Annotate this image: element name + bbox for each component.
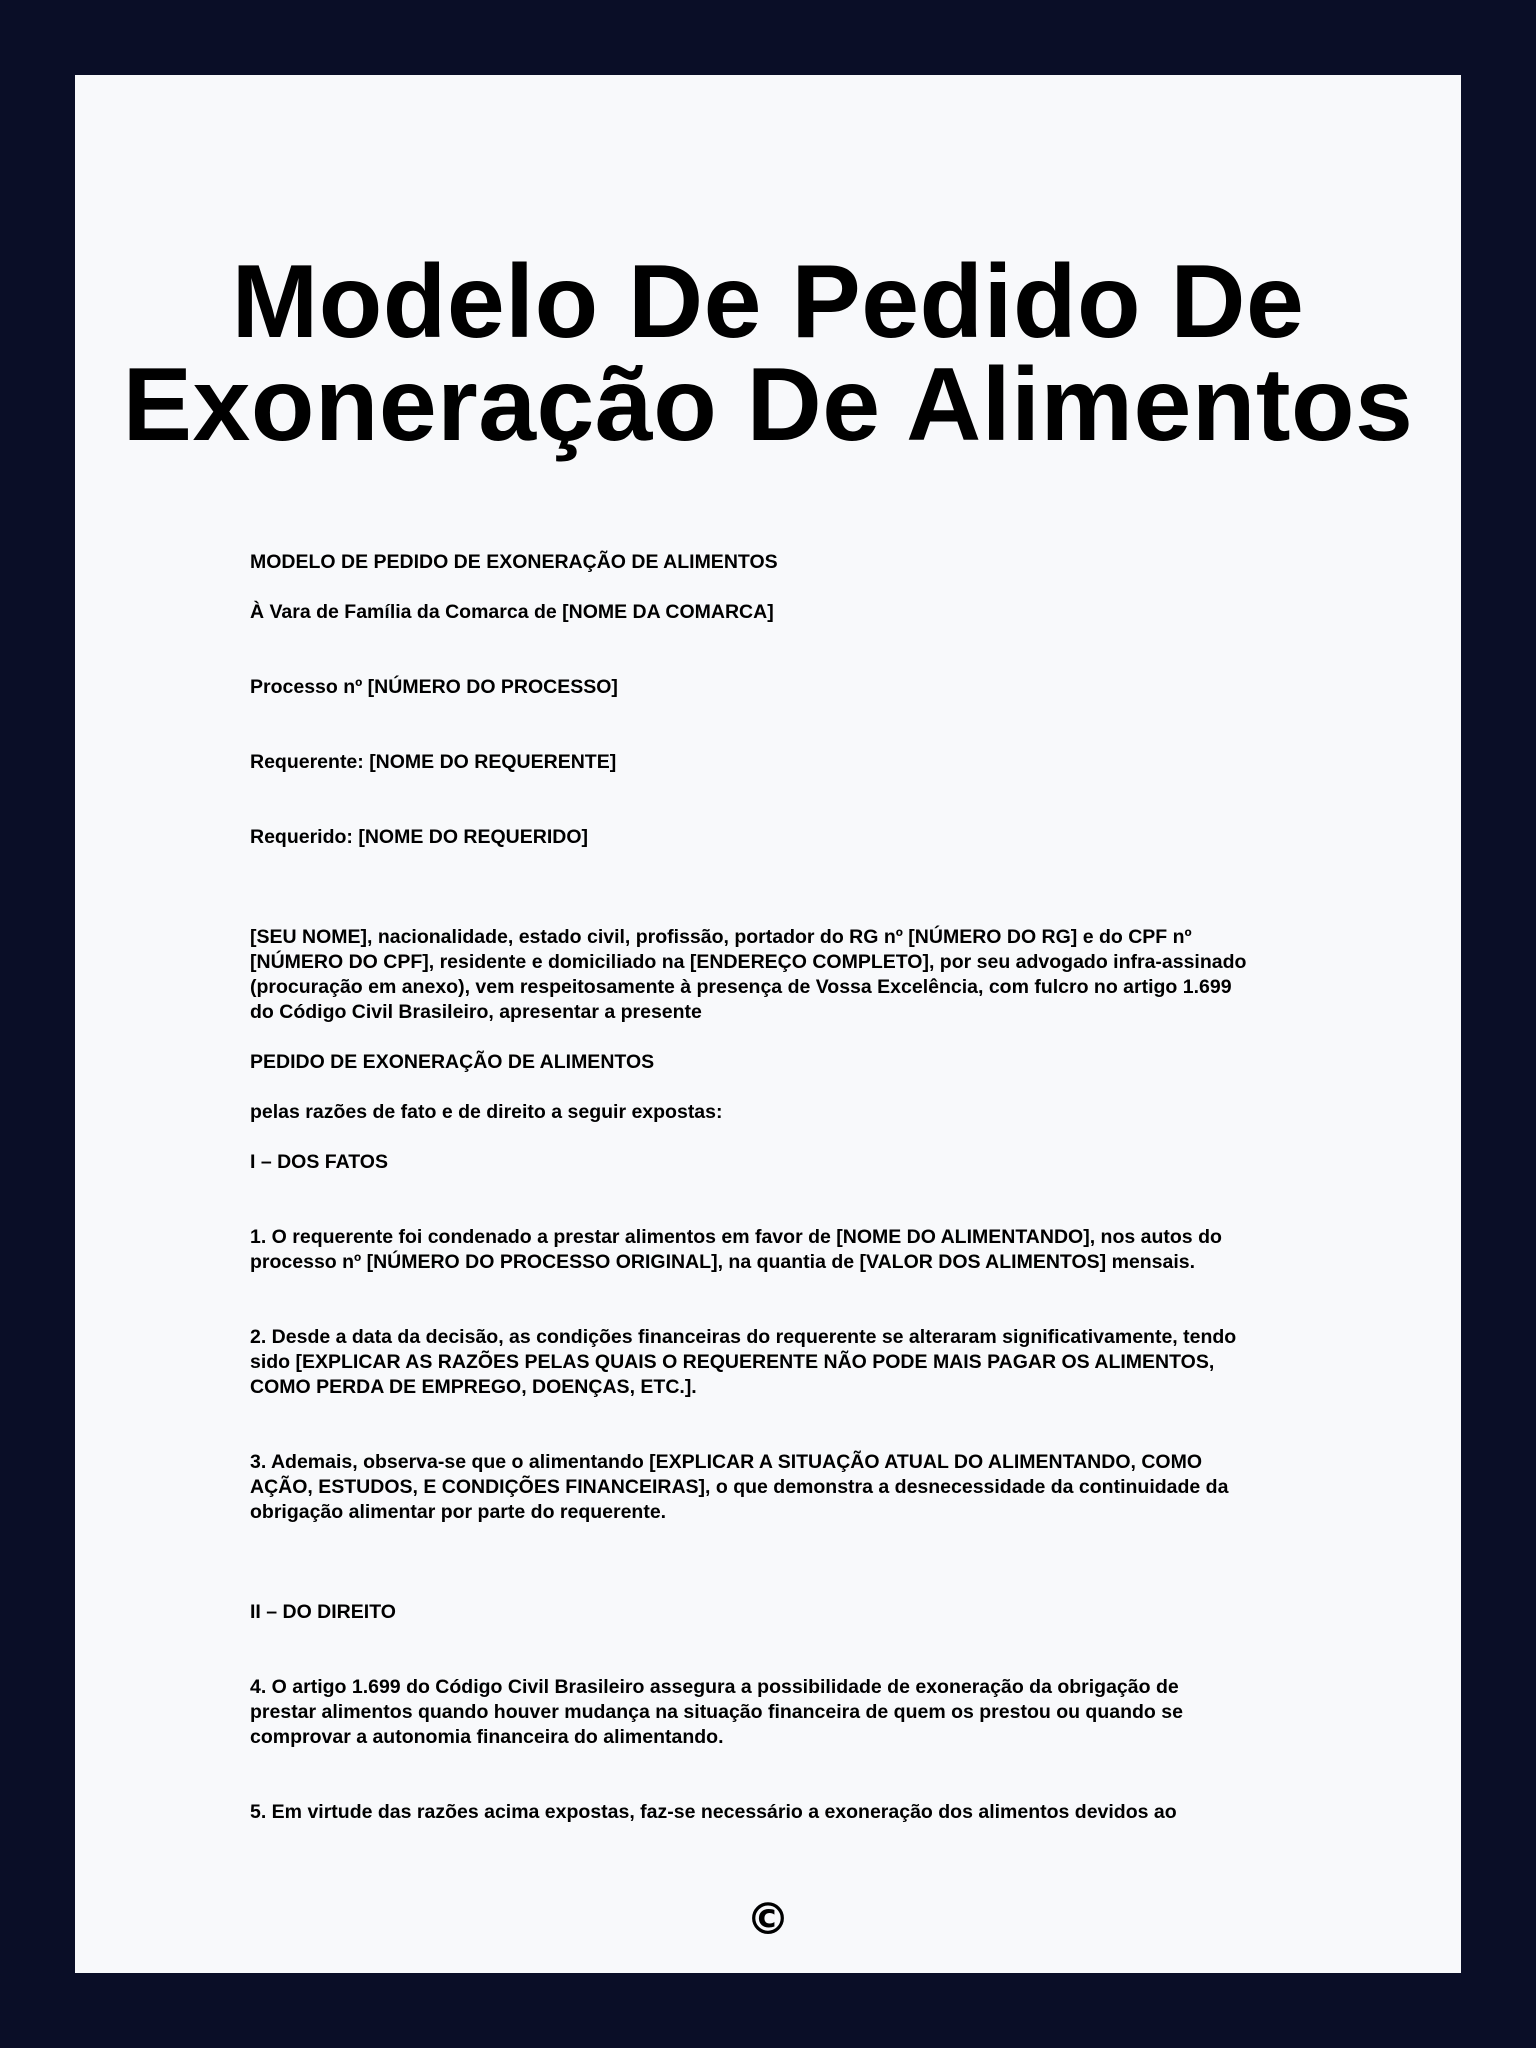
- document-page: [75, 75, 1461, 1973]
- law-item-4: 4. O artigo 1.699 do Código Civil Brasileiro assegura a possibilidade de exoneração da obrigação de prestar alimentos quando houver mudança na situação financeira de quem os prestou ou quando se comprovar a autonomia financeira do alimentando.: [250, 1676, 1183, 1748]
- document-body: [250, 550, 1370, 1825]
- process-number: Processo nº [NÚMERO DO PROCESSO]: [250, 676, 618, 698]
- title-line-2: Exoneração De Alimentos: [122, 347, 1414, 463]
- law-item-5: 5. Em virtude das razões acima expostas, faz-se necessário a exoneração dos alimentos devidos ao: [250, 1801, 1177, 1823]
- copyright-icon: ©: [746, 1894, 790, 1945]
- requerente: Requerente: [NOME DO REQUERENTE]: [250, 751, 617, 773]
- document-title: [75, 244, 1461, 463]
- reasons-intro: pelas razões de fato e de direito a seguir expostas:: [250, 1101, 723, 1123]
- fact-item-1: 1. O requerente foi condenado a prestar alimentos em favor de [NOME DO ALIMENTANDO], nos autos do processo nº [NÚMERO DO PROCESSO ORIGINAL], na quantia de [VALOR DOS ALIMENTOS] mensais.: [250, 1226, 1222, 1273]
- requerido: Requerido: [NOME DO REQUERIDO]: [250, 826, 589, 848]
- qualification-paragraph: [SEU NOME], nacionalidade, estado civil, profissão, portador do RG nº [NÚMERO DO RG] e do CPF nº [NÚMERO DO CPF], residente e domiciliado na [ENDEREÇO COMPLETO], por seu advogado infra-assinado (procuração em anexo), vem respeitosamente à presença de Vossa Excelência, com fulcro no artigo 1.699 do Código Civil Brasileiro, apresentar a presente: [250, 926, 1247, 1023]
- heading-model: MODELO DE PEDIDO DE EXONERAÇÃO DE ALIMENTOS: [250, 551, 778, 573]
- title-line-1: Modelo De Pedido De: [231, 244, 1305, 360]
- addressee: À Vara de Família da Comarca de [NOME DA COMARCA]: [250, 601, 774, 623]
- section-facts-heading: I – DOS FATOS: [250, 1151, 388, 1173]
- request-heading: PEDIDO DE EXONERAÇÃO DE ALIMENTOS: [250, 1051, 655, 1073]
- fact-item-2: 2. Desde a data da decisão, as condições financeiras do requerente se alteraram significativamente, tendo sido [EXPLICAR AS RAZÕES PELAS QUAIS O REQUERENTE NÃO PODE MAIS PAGAR OS ALIMENTOS, COMO PERDA DE EMPREGO, DOENÇAS, ETC.].: [250, 1326, 1237, 1398]
- section-law-heading: II – DO DIREITO: [250, 1601, 396, 1623]
- fact-item-3: 3. Ademais, observa-se que o alimentando [EXPLICAR A SITUAÇÃO ATUAL DO ALIMENTANDO, COMO AÇÃO, ESTUDOS, E CONDIÇÕES FINANCEIRAS], o que demonstra a desnecessidade da continuidade da obrigação alimentar por parte do requerente.: [250, 1451, 1229, 1523]
